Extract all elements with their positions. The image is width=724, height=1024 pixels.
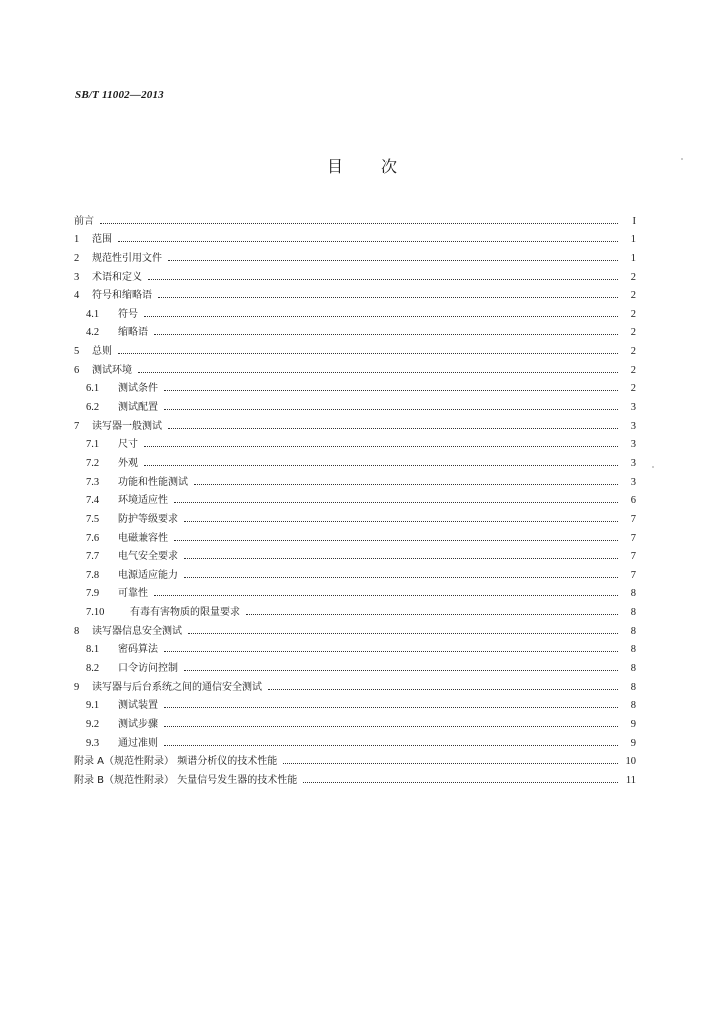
toc-entry: [74, 655, 636, 674]
toc-entry-number: 8.2: [86, 663, 100, 675]
toc-entry-number: 4: [74, 290, 80, 302]
toc-entry-page: 7: [630, 513, 636, 525]
toc-entry-number: 6.1: [86, 383, 100, 395]
toc-entry: [74, 637, 636, 656]
toc-entry: [74, 264, 636, 283]
dot-leader: [144, 445, 618, 447]
toc-title-left: 目: [326, 157, 343, 176]
toc-entry: [74, 767, 636, 786]
toc-entry-number: 7.2: [86, 457, 100, 469]
toc-entry-title: 尺寸: [118, 439, 138, 451]
toc-entry-title: 读写器信息安全测试: [92, 625, 182, 637]
toc-entry-page: 2: [630, 308, 636, 320]
toc-entry-title: 前言: [74, 215, 94, 227]
toc-entry-number: 7.8: [86, 569, 100, 581]
toc-entry: [74, 599, 636, 618]
toc-entry-title: 测试配置: [118, 402, 158, 414]
toc-entry: [74, 301, 636, 320]
toc-entry-page: 1: [630, 234, 636, 246]
toc-entry-page: 7: [630, 532, 636, 544]
toc-entry-title: 测试条件: [118, 383, 158, 395]
toc-entry: [74, 562, 636, 581]
dot-leader: [164, 408, 618, 410]
toc-entry: [74, 227, 636, 246]
toc-entry-title: 可靠性: [118, 588, 148, 600]
dot-leader: [164, 706, 618, 708]
toc-entry-title: 电磁兼容性: [118, 532, 168, 544]
toc-entry-number: 4.2: [86, 327, 100, 339]
toc-entry: [74, 394, 636, 413]
dot-leader: [194, 483, 618, 485]
toc-entry: [74, 506, 636, 525]
toc-entry-title: 电气安全要求: [118, 551, 178, 563]
toc-entry: [74, 413, 636, 432]
toc-entry-number: 9.1: [86, 700, 100, 712]
dot-leader: [138, 371, 618, 373]
toc-entry-number: 9: [74, 681, 80, 693]
toc-entry-title: 电源适应能力: [118, 569, 178, 581]
toc-entry-number: 9.2: [86, 718, 100, 730]
dot-leader: [303, 781, 618, 783]
toc-entry-page: 9: [630, 737, 636, 749]
toc-entry-number: 4.1: [86, 308, 100, 320]
toc-entry-page: 8: [630, 607, 636, 619]
toc-entry: [74, 674, 636, 693]
toc-entry: [74, 711, 636, 730]
dot-leader: [184, 576, 618, 578]
toc-entry-page: 11: [625, 774, 636, 786]
dot-leader: [148, 278, 618, 280]
toc-entry-title: 环境适应性: [118, 495, 168, 507]
toc-entry-page: 2: [630, 290, 636, 302]
toc-entry-page: 8: [630, 644, 636, 656]
toc-entry-title: 总则: [92, 346, 112, 358]
toc-entry-title: 口令访问控制: [118, 663, 178, 675]
toc-entry-number: 7.1: [86, 439, 100, 451]
toc-entry-page: 6: [630, 495, 636, 507]
toc-entry: [74, 208, 636, 227]
toc-entry-number: 7.5: [86, 513, 100, 525]
toc-entry-page: 2: [630, 327, 636, 339]
scan-speck: [681, 158, 683, 160]
toc-entry-number: 2: [74, 252, 80, 264]
dot-leader: [100, 222, 618, 224]
toc-title-right: 次: [381, 157, 398, 176]
toc-entry-number: 7.10: [86, 607, 105, 619]
toc-entry-title: 防护等级要求: [118, 513, 178, 525]
toc-entry-title: 范围: [92, 234, 112, 246]
toc-entry-page: 3: [630, 476, 636, 488]
toc-entry-title: 读写器一般测试: [92, 420, 162, 432]
toc-entry-title: 读写器与后台系统之间的通信安全测试: [92, 681, 262, 693]
toc-entry-page: 2: [630, 346, 636, 358]
dot-leader: [164, 744, 618, 746]
toc-entry-page: 8: [630, 663, 636, 675]
dot-leader: [118, 240, 618, 242]
toc-entry-page: 3: [630, 402, 636, 414]
dot-leader: [154, 333, 618, 335]
toc-entry-number: 9.3: [86, 737, 100, 749]
toc-entry-title: 术语和定义: [92, 271, 142, 283]
toc-entry-title: 测试步骤: [118, 718, 158, 730]
dot-leader: [164, 389, 618, 391]
dot-leader: [158, 296, 618, 298]
toc-entry: [74, 357, 636, 376]
toc-entry-page: 9: [630, 718, 636, 730]
dot-leader: [164, 650, 618, 652]
toc-entry-page: 8: [630, 625, 636, 637]
toc-entry-number: 7: [74, 420, 80, 432]
dot-leader: [268, 688, 618, 690]
toc-entry-title: 有毒有害物质的限量要求: [130, 607, 240, 619]
toc-entry-page: 8: [630, 588, 636, 600]
dot-leader: [118, 352, 618, 354]
dot-leader: [283, 762, 618, 764]
toc-entry-page: 3: [630, 420, 636, 432]
toc-entry-number: 3: [74, 271, 80, 283]
toc-entry-title: 附录 B（规范性附录） 矢量信号发生器的技术性能: [74, 774, 298, 786]
toc-entry-title: 附录 A（规范性附录） 频谱分析仪的技术性能: [74, 756, 278, 768]
toc-entry: [74, 618, 636, 637]
toc-entry-title: 测试装置: [118, 700, 158, 712]
scan-speck: [652, 466, 654, 468]
toc-entry-title: 符号: [118, 308, 138, 320]
toc-entry: [74, 283, 636, 302]
toc-entry: [74, 245, 636, 264]
toc-entry-number: 6: [74, 364, 80, 376]
toc-entry: [74, 693, 636, 712]
toc-entry-page: 2: [630, 271, 636, 283]
toc-entry-number: 8.1: [86, 644, 100, 656]
dot-leader: [164, 725, 618, 727]
toc-entry-page: 10: [625, 756, 636, 768]
dot-leader: [154, 594, 618, 596]
toc-entry-number: 7.6: [86, 532, 100, 544]
toc-entry-number: 7.4: [86, 495, 100, 507]
toc-entry: [74, 525, 636, 544]
toc-entry-page: 7: [630, 569, 636, 581]
toc-entry-title: 密码算法: [118, 644, 158, 656]
toc-entry: [74, 432, 636, 451]
toc-entry: [74, 730, 636, 749]
toc-entry-number: 7.9: [86, 588, 100, 600]
toc-entry-title: 外观: [118, 457, 138, 469]
toc-entry: [74, 544, 636, 563]
dot-leader: [184, 669, 618, 671]
toc-entry-page: 8: [630, 700, 636, 712]
toc-entry-title: 测试环境: [92, 364, 132, 376]
toc-entry-title: 缩略语: [118, 327, 148, 339]
toc-entry-number: 7.7: [86, 551, 100, 563]
toc-entry-page: 2: [630, 383, 636, 395]
toc-entry-title: 通过准则: [118, 737, 158, 749]
dot-leader: [168, 427, 618, 429]
toc-entry: [74, 469, 636, 488]
toc-entry-page: 2: [630, 364, 636, 376]
toc-entry-number: 8: [74, 625, 80, 637]
toc-entry: [74, 450, 636, 469]
dot-leader: [184, 557, 618, 559]
dot-leader: [168, 259, 618, 261]
dot-leader: [144, 315, 618, 317]
toc-entry-number: 7.3: [86, 476, 100, 488]
toc-entry: [74, 376, 636, 395]
standard-code: SB/T 11002—2013: [75, 89, 164, 101]
toc-entry: [74, 581, 636, 600]
dot-leader: [188, 632, 618, 634]
toc-entry-page: 7: [630, 551, 636, 563]
toc-entry: [74, 338, 636, 357]
toc-entry: [74, 320, 636, 339]
dot-leader: [144, 464, 618, 466]
toc-entry-number: 5: [74, 346, 80, 358]
toc-entry-title: 符号和缩略语: [92, 290, 152, 302]
toc-entry: [74, 488, 636, 507]
toc-title: [0, 154, 724, 177]
toc-entry-title: 规范性引用文件: [92, 252, 162, 264]
toc-entry-page: I: [632, 215, 636, 227]
toc-entry: [74, 749, 636, 768]
dot-leader: [246, 613, 618, 615]
toc-entry-title: 功能和性能测试: [118, 476, 188, 488]
toc-entry-page: 3: [630, 457, 636, 469]
toc-entry-number: 6.2: [86, 402, 100, 414]
toc-entry-number: 1: [74, 234, 80, 246]
toc-entry-page: 1: [630, 252, 636, 264]
dot-leader: [174, 501, 618, 503]
dot-leader: [184, 520, 618, 522]
toc-entry-page: 8: [630, 681, 636, 693]
table-of-contents: [74, 208, 636, 786]
dot-leader: [174, 539, 618, 541]
toc-entry-page: 3: [630, 439, 636, 451]
